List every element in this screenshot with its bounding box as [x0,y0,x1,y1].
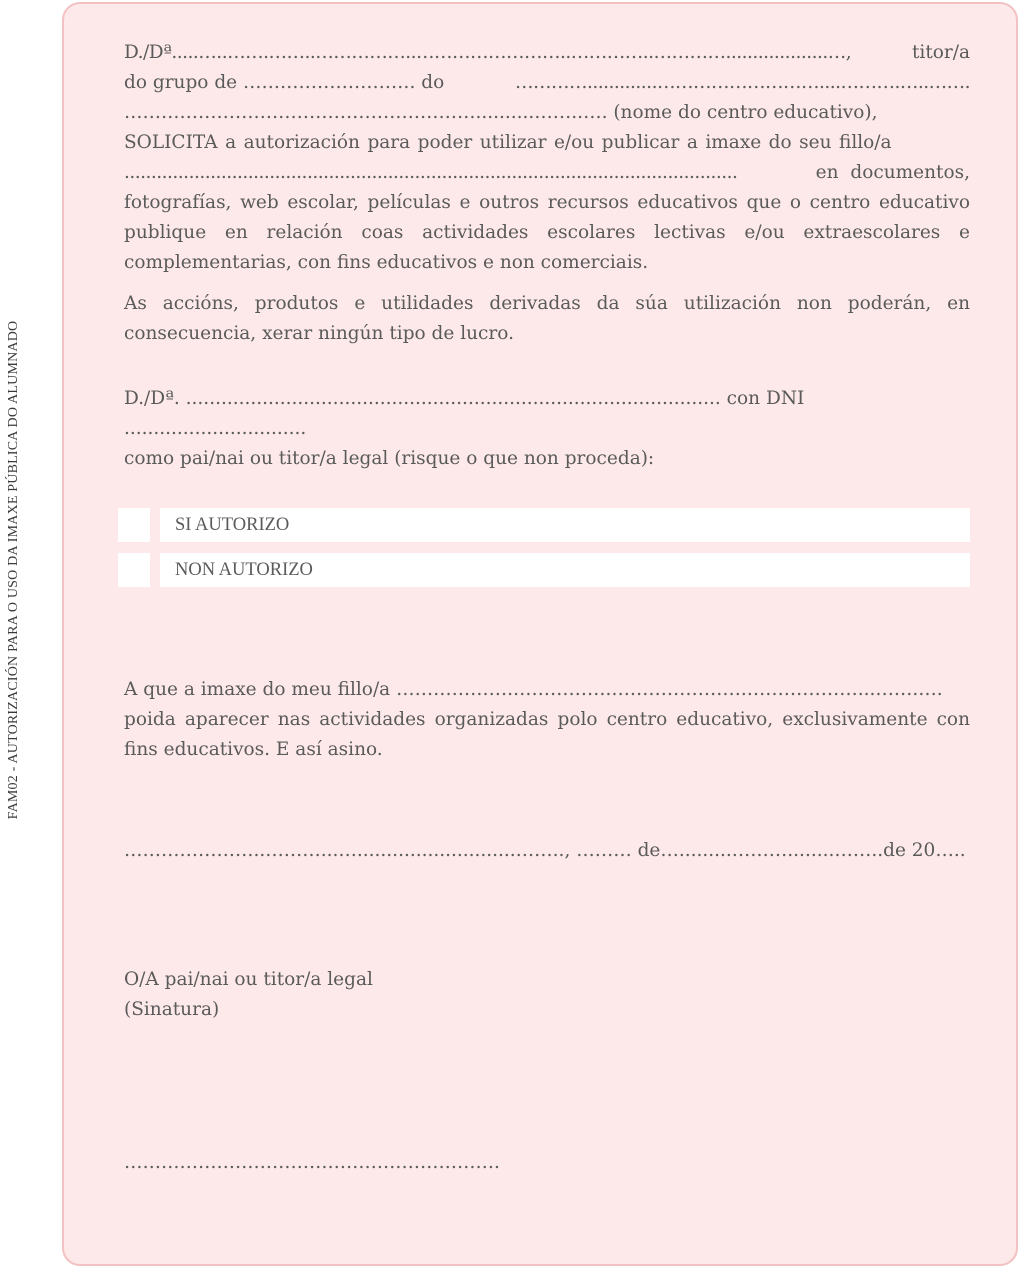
child-image-field[interactable]: A que a imaxe do meu fillo/a ……………….…………….………………….………………...…….…. [124,679,943,700]
school-field-dots[interactable]: ………….............………………………....……….…..……. [515,72,970,93]
request-rest-text: fotografías, web escolar, películas e outros recursos educativos que o centro educativo publique en relación coas actividades escolares lectivas e/ou extraescolares e complementarias, con fins educativos e non comerciais. [124,192,970,273]
authorize-option: SI AUTORIZO [160,508,970,542]
line-2 [124,68,970,98]
place-date-field[interactable]: …………………..………...…...........................…….., ……… de….........………........……..de 20….. [124,840,966,861]
request-text: SOLICITA a autorización para poder utilizar e/ou publicar a imaxe do seu fillo/a [124,132,892,153]
titor-text: titor/a [911,42,970,63]
signature-line[interactable]: ……………………………………………………. [124,1152,500,1173]
child-name-field-dots[interactable]: .................................................................................................................. [124,162,738,183]
guardian-name-dni-field[interactable]: D./Dª. ........................................................................................... con DNI ............................... [124,388,805,439]
form-code-label: FAM02 - AUTORIZACIÓN PARA O USO DA IMAXE PÚBLICA DO ALUMNADO [6,320,21,820]
name-field-dots[interactable]: D./Dª.....…..…….……..……………..……………………..…………..…………...................…, [124,42,852,63]
not-authorize-checkbox[interactable] [118,553,150,587]
documents-text: en documentos, [815,162,970,183]
signature-label: (Sinatura) [124,999,220,1020]
authorize-checkbox[interactable] [118,508,150,542]
signature-block [124,965,970,1025]
image-consent-rest: poida aparecer nas actividades organizadas polo centro educativo, exclusivamente con fins educativos. E así asino. [124,709,970,760]
no-profit-paragraph: As accións, produtos e utilidades derivadas da súa utilización non poderán, en consecuencia, xerar ningún tipo de lucro. [124,293,970,344]
line-3 [124,98,970,128]
image-consent-paragraph [124,675,970,765]
school-name-field[interactable]: …………………………………………………..........……..…. (nome do centro educativo), [124,102,878,123]
signer-role: O/A pai/nai ou titor/a legal [124,969,373,990]
not-authorize-option: NON AUTORIZO [160,553,970,587]
authorization-request-paragraph [124,38,970,278]
guardian-role-text: como pai/nai ou titor/a legal (risque o que non proceda): [124,448,655,469]
line-1 [124,38,970,68]
group-field[interactable]: do grupo de ………………………. do [124,72,445,93]
line-4 [124,128,970,158]
guardian-paragraph [124,384,970,474]
line-5 [124,158,970,188]
